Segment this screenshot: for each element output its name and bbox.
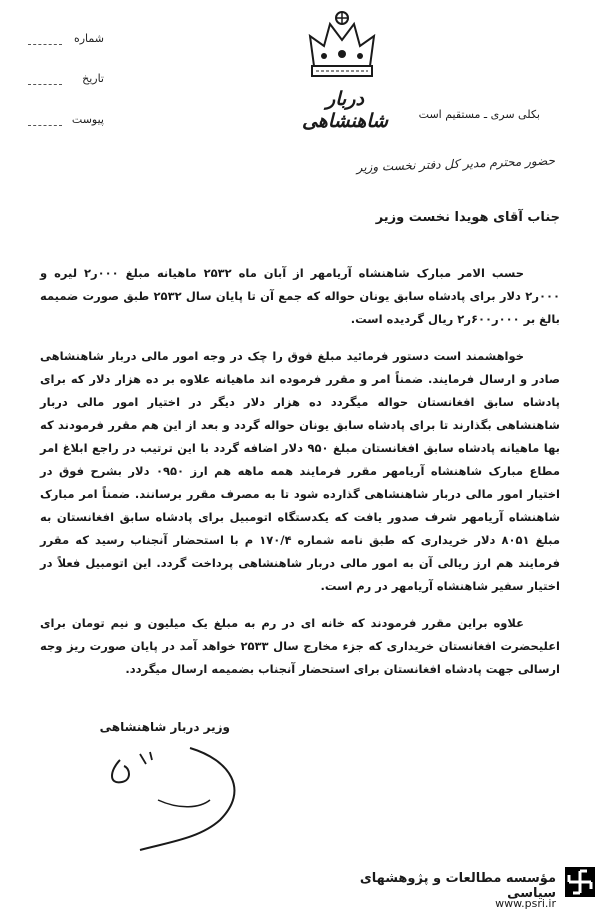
letter-body — [40, 262, 560, 695]
date-field — [28, 72, 104, 85]
number-field — [28, 32, 104, 45]
court-title: دربار شاهنشاهی — [301, 88, 389, 132]
addressee: جناب آقای هویدا نخست وزیر — [375, 210, 560, 225]
classification-label: بکلی سری ـ مستقیم است — [418, 108, 540, 121]
crown-emblem-icon — [300, 6, 384, 88]
paragraph-2: خواهشمند است دستور فرمائید مبلغ فوق را چک در وجه امور مالی دربار شاهنشاهی صادر و ارسال فرمایند. ضمناً امر و مقرر فرموده اند ماهیانه علاوه بر ده هزار دلار که برای پادشاه سابق افغانستان حواله میگردد ده هزار دلار دیگر در اختیار امور مالی دربار شاهنشاهی بگذارند تا برای پادشاه سابق یونان حواله گردد و بعد از این هم مقرر فرمودند که بها ماهیانه پادشاه سابق افغانستان مبلغ ۹۵۰ دلار اضافه گردد با این ترتیب در راجع ابلاغ امر مطاع مبارک شاهنشاه آریامهر مقرر فرمایند همه ماهه هم ارز ۰۹۵۰ دلار بشرح فوق در اختیار امور مالی دربار شاهنشاهی گذارده شود تا به مصرف مقرر برسانند. ضمناً امر مبارک شاهنشاه آریامهر شرف صدور یافت که یکدستگاه اتومبیل برای پادشاه سابق افغانستان به مبلغ ۸۰۵۱ دلار خریداری که طبق نامه شماره ۱۷۰/۴ م با استحضار آنجناب رسید که مقرر فرمایند هم ارز ریالی آن به امور مالی دربار شاهنشاهی پرداخت گردد. این اتومبیل فعلاً در اختیار سفیر شاهنشاه آریامهر در رم است. — [40, 349, 560, 593]
date-value-scribble — [28, 74, 62, 85]
institute-logo-icon — [565, 867, 595, 897]
institute-website: www.psri.ir — [495, 897, 556, 910]
attachment-label: پیوست — [71, 113, 104, 126]
handwritten-signature — [80, 730, 270, 870]
attachment-field — [28, 113, 104, 126]
paragraph-3: علاوه براین مقرر فرمودند که خانه ای در رم به مبلغ یک میلیون و نیم تومان برای اعلیحضرت افغانستان خریداری که جزء مخارج سال ۲۵۳۳ خواهد آمد در پایان صورت ریز وجه ارسالی جهت پادشاه افغانستان برای استحضار آنجناب بضمیمه ارسال میگردد. — [40, 616, 561, 676]
institute-name: مؤسسه مطالعات و پژوهشهای سیاسی — [359, 871, 556, 901]
attachment-value-scribble — [28, 115, 62, 126]
handwritten-note: حضور محترم مدیر کل دفتر نخست وزیر — [356, 153, 556, 175]
paragraph-1: حسب الامر مبارک شاهنشاه آریامهر از آبان ماه ۲۵۳۲ ماهیانه مبلغ ۰۰۰ر۲ لیره و ۰۰۰ر۲ دلار برای پادشاه سابق یونان حواله که جمع آن تا پایان سال ۲۵۳۲ طبق صورت ضمیمه بالغ بر ۰۰۰ر۶۰۰ر۲ ریال گردیده است. — [40, 266, 560, 326]
date-label: تاریخ — [82, 72, 104, 85]
signature-title: وزیر دربار شاهنشاهی — [99, 720, 230, 734]
number-label: شماره — [73, 32, 104, 45]
number-value-scribble — [28, 34, 62, 45]
